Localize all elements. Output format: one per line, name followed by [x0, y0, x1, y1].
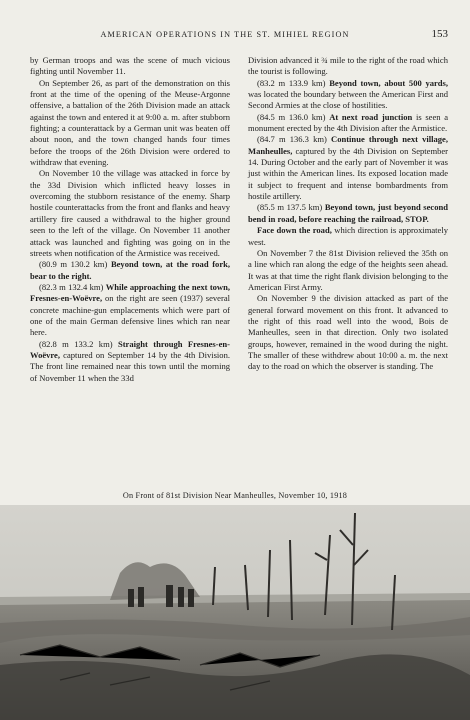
route-instruction: Beyond town, at the road fork, bear to the right. — [30, 259, 231, 281]
route-step — [248, 202, 448, 225]
route-instruction: While approaching the next town, Fresnes-en-Woëvre, — [30, 281, 230, 304]
route-instruction: Continue through next village, Manheulles, — [248, 134, 448, 156]
distance-marker: (84.7 m 136.3 km) — [257, 134, 327, 145]
left-column — [30, 55, 230, 485]
photo-illustration — [0, 505, 470, 720]
route-step — [30, 259, 230, 282]
route-step — [248, 225, 448, 248]
battlefield-photo — [0, 505, 470, 720]
route-description: captured by the 4th Division on September 14. During October and the early part of November it was just within the American lines. Its exposed location made it subject to frequent and intense bombardments from hostile artillery. — [248, 145, 448, 202]
text-columns — [30, 55, 448, 485]
route-step — [248, 134, 448, 202]
distance-marker: (85.5 m 137.5 km) — [257, 202, 323, 213]
route-description: is seen a monument erected by the 4th Division after the Armistice. — [248, 111, 448, 134]
route-instruction: At next road junction — [329, 111, 413, 122]
route-description: was located the boundary between the American First and Second Armies at the close of hostilities. — [248, 89, 448, 111]
page-number: 153 — [431, 28, 448, 40]
route-instruction: Beyond town, just beyond second bend in road, before reaching the railroad, STOP. — [248, 202, 448, 224]
route-step — [248, 78, 448, 112]
route-instruction: Face down the road, — [257, 225, 332, 236]
distance-marker: (83.2 m 133.9 km) — [257, 77, 326, 88]
running-head: AMERICAN OPERATIONS IN THE ST. MIHIEL REGION — [100, 30, 350, 39]
route-step — [30, 339, 230, 384]
paragraph: On November 7 the 81st Division relieved the 35th on a line which ran along the edge of the heights seen ahead. It was at that time the right flank division belonging to the American First Army. — [248, 247, 448, 292]
page-header — [30, 30, 448, 44]
distance-marker: (80.9 m 130.2 km) — [39, 259, 108, 270]
paragraph: On November 9 the division attacked as part of the general forward movement on this front. It advanced to the right of this road well into the wood, Bois de Manheulles, seen in that direction. Only two isolated groups, however, remained in the wood during the night. The smaller of these withdrew about 10:00 a. m. the next day to the road on which the observer is standing. The — [248, 293, 448, 372]
route-instruction: Straight through Fresnes-en-Woëvre, — [30, 338, 230, 360]
route-step — [248, 112, 448, 135]
paragraph: by German troops and was the scene of much vicious fighting until November 11. — [30, 55, 230, 77]
distance-marker: (82.8 m 133.2 km) — [39, 338, 113, 349]
distance-marker: (84.5 m 136.0 km) — [257, 111, 326, 122]
right-column — [248, 55, 448, 485]
paragraph: Division advanced it ¾ mile to the right of the road which the tourist is following. — [248, 55, 448, 77]
route-description: captured on September 14 by the 4th Division. The front line remained near this town until the morning of November 11 when the 33d — [30, 349, 230, 383]
paragraph: On November 10 the village was attacked in force by the 33d Division which inflicted heavy losses in overcoming the stubborn resistance of the enemy. Sharp hostile counterattacks from the front and flanks and heavy artillery fire caused a withdrawal to the higher ground seen to the left of the village. On November 11 another attack was launched and fighting was going on in the streets when notification of the Armistice was received. — [30, 168, 230, 258]
route-step — [30, 282, 230, 339]
distance-marker: (82.3 m 132.4 km) — [39, 281, 104, 292]
paragraph: On September 26, as part of the demonstration on this front at the time of the opening of the Meuse-Argonne offensive, a battalion of the 26th Division made an attack against the town and entered it at 9:00 a. m. after stubborn fighting; a counterattack by a German unit was beaten off about noon, and the town changed hands four times before the troops of the 26th Division were ordered to withdraw that evening. — [30, 77, 230, 168]
route-description: which direction is approximately west. — [248, 225, 448, 247]
route-description: on the right are seen (1937) several concrete machine-gun emplacements which were part of one of the main German defensive lines which ran near here. — [30, 293, 230, 338]
route-instruction: Beyond town, about 500 yards, — [329, 77, 448, 88]
photo-caption: On Front of 81st Division Near Manheulles, November 10, 1918 — [122, 491, 348, 500]
